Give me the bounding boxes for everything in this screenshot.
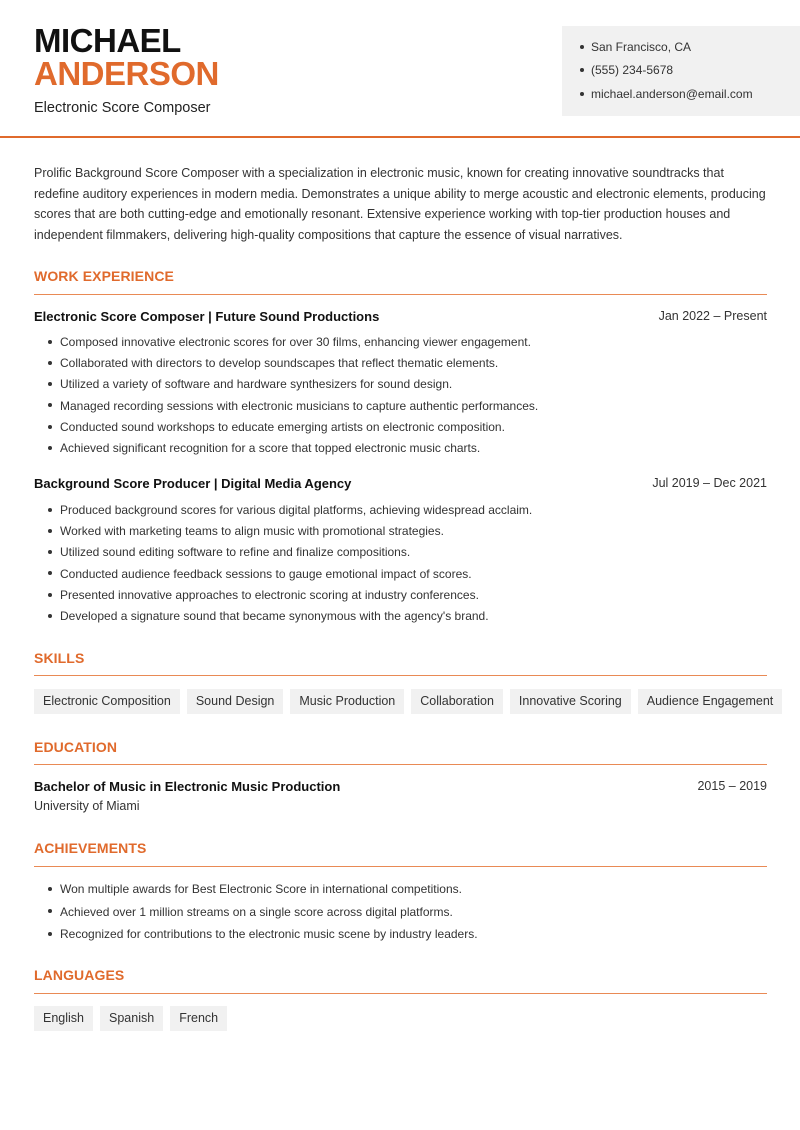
list-item	[34, 923, 478, 946]
job-title: Electronic Score Composer	[34, 100, 211, 116]
bullet-dot	[48, 340, 52, 344]
education-heading: EDUCATION	[34, 739, 118, 755]
bullet-dot	[580, 45, 584, 49]
bullet-text: Presented innovative approaches to electronic scoring at industry conferences.	[60, 587, 479, 602]
bullet-text: Utilized sound editing software to refine and finalize compositions.	[60, 545, 411, 560]
bullet-dot	[48, 909, 52, 913]
skill-chip: Collaboration	[411, 689, 503, 714]
job-title-1: Electronic Score Composer | Future Sound Productions	[34, 309, 380, 324]
first-name: MICHAEL	[34, 22, 181, 59]
contact-location	[580, 40, 691, 54]
skill-chip: Audience Engagement	[638, 689, 782, 714]
location-text: San Francisco, CA	[591, 40, 692, 54]
skills-list	[34, 689, 782, 714]
bullet-dot	[48, 508, 52, 512]
job-title-2: Background Score Producer | Digital Media Agency	[34, 476, 352, 491]
work-experience-heading: WORK EXPERIENCE	[34, 268, 174, 284]
list-item	[34, 396, 538, 417]
job-bullets-2	[34, 500, 532, 627]
bullet-text: Utilized a variety of software and hardware synthesizers for sound design.	[60, 377, 453, 392]
achievements-heading: ACHIEVEMENTS	[34, 840, 147, 856]
section-divider	[34, 294, 767, 295]
bullet-dot	[48, 425, 52, 429]
section-divider	[34, 675, 767, 676]
bullet-text: Collaborated with directors to develop soundscapes that reflect thematic elements.	[60, 356, 499, 371]
bullet-dot	[48, 571, 52, 575]
bullet-dot	[580, 68, 584, 72]
bullet-dot	[48, 932, 52, 936]
list-item	[34, 585, 532, 606]
bullet-dot	[580, 92, 584, 96]
bullet-dot	[48, 887, 52, 891]
bullet-text: Worked with marketing teams to align music with promotional strategies.	[60, 524, 444, 539]
list-item	[34, 417, 538, 438]
list-item	[34, 438, 538, 459]
bullet-dot	[48, 361, 52, 365]
languages-heading: LANGUAGES	[34, 967, 125, 983]
contact-email	[580, 87, 753, 101]
bullet-text: Won multiple awards for Best Electronic Score in international competitions.	[60, 882, 462, 896]
bullet-text: Achieved over 1 million streams on a single score across digital platforms.	[60, 904, 453, 919]
summary-paragraph: Prolific Background Score Composer with a specialization in electronic music, known for creating innovative soundtracks that redefine auditory experiences in modern media. Demonstrates a unique ability to merge acoustic and electronic elements, producing scores that are both cutting-edge and emotionally resonant. Extensive experience working with top-tier production houses and independent filmmakers, delivering high-quality compositions that capture the essence of visual narratives.	[34, 166, 766, 242]
list-item	[34, 374, 538, 395]
bullet-text: Composed innovative electronic scores for over 30 films, enhancing viewer engagement.	[60, 335, 531, 349]
bullet-dot	[48, 550, 52, 554]
bullet-dot	[48, 403, 52, 407]
section-divider	[34, 866, 767, 867]
bullet-text: Developed a signature sound that became synonymous with the agency's brand.	[60, 608, 489, 623]
bullet-dot	[48, 529, 52, 533]
section-divider	[34, 764, 767, 765]
contact-phone	[580, 63, 673, 77]
language-chip: Spanish	[100, 1006, 163, 1031]
degree-title: Bachelor of Music in Electronic Music Production	[34, 779, 341, 794]
phone-text: (555) 234-5678	[591, 63, 674, 77]
list-item	[34, 353, 538, 374]
bullet-text: Recognized for contributions to the electronic music scene by industry leaders.	[60, 927, 478, 941]
list-item	[34, 564, 532, 585]
languages-list	[34, 1006, 227, 1031]
list-item	[34, 901, 478, 924]
email-text: michael.anderson@email.com	[591, 87, 753, 101]
contact-box	[562, 26, 800, 116]
bullet-text: Conducted audience feedback sessions to gauge emotional impact of scores.	[60, 566, 472, 581]
skills-heading: SKILLS	[34, 650, 85, 666]
skill-chip: Electronic Composition	[34, 689, 180, 714]
last-name: ANDERSON	[34, 55, 219, 92]
language-chip: English	[34, 1006, 93, 1031]
list-item	[34, 521, 532, 542]
bullet-text: Produced background scores for various digital platforms, achieving widespread acclaim.	[60, 503, 533, 517]
bullet-text: Achieved significant recognition for a score that topped electronic music charts.	[60, 440, 481, 455]
skill-chip: Music Production	[290, 689, 404, 714]
resume-header	[0, 0, 800, 138]
bullet-dot	[48, 614, 52, 618]
list-item	[34, 542, 532, 563]
section-divider	[34, 993, 767, 994]
list-item	[34, 500, 532, 521]
list-item	[34, 878, 478, 901]
education-dates: 2015 – 2019	[697, 779, 767, 793]
job-dates-1: Jan 2022 – Present	[658, 309, 767, 323]
school-name: University of Miami	[34, 799, 140, 813]
skill-chip: Sound Design	[187, 689, 284, 714]
bullet-text: Conducted sound workshops to educate emerging artists on electronic composition.	[60, 419, 505, 434]
job-dates-2: Jul 2019 – Dec 2021	[652, 476, 767, 490]
list-item	[34, 332, 538, 353]
skill-chip: Innovative Scoring	[510, 689, 631, 714]
job-bullets-1	[34, 332, 538, 459]
list-item	[34, 606, 532, 627]
bullet-text: Managed recording sessions with electronic musicians to capture authentic performances.	[60, 398, 539, 413]
achievements-list	[34, 878, 478, 946]
bullet-dot	[48, 593, 52, 597]
bullet-dot	[48, 382, 52, 386]
bullet-dot	[48, 446, 52, 450]
language-chip: French	[170, 1006, 227, 1031]
